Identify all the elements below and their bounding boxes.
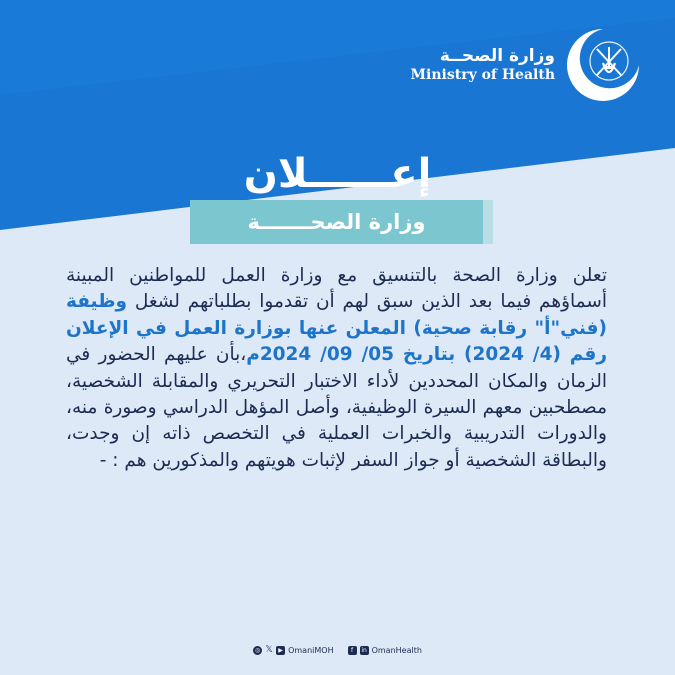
logo-name-arabic: وزارة الصحــة bbox=[439, 46, 555, 66]
social-footer bbox=[0, 646, 675, 655]
ministry-banner bbox=[190, 200, 483, 244]
body-text-intro: تعلن وزارة الصحة بالتنسيق مع وزارة العمل للمواطنين المبينة أسماؤهم فيما بعد الذين سبق لهم أن تقدموا بطلباتهم لشغل bbox=[66, 265, 607, 313]
logo-name-english: Ministry of Health bbox=[410, 67, 555, 83]
oman-emblem-icon bbox=[563, 25, 643, 105]
ministry-logo bbox=[411, 30, 643, 100]
social-handle-omanimoh[interactable]: OmaniMOH bbox=[288, 646, 334, 655]
social-group-omanhealth bbox=[348, 646, 422, 655]
facebook-icon[interactable]: f bbox=[348, 646, 357, 655]
social-group-omanimoh bbox=[253, 646, 334, 655]
x-icon[interactable]: 𝕏 bbox=[265, 645, 273, 655]
instagram-icon[interactable]: ◎ bbox=[254, 647, 261, 654]
body-text-instructions: ،بأن عليهم الحضور في الزمان والمكان المحددين لأداء الاختبار التحريري والمقابلة الشخصية، مصطحبين معهم السيرة الوظيفية، وأصل المؤهل الدراسي وصورة منه، والدورات التدريبية والخبرات العملية في التخصص ذاته إن وجدت، والبطاقة الشخصية أو جواز السفر لإثبات هويتهم والمذكورين هم : - bbox=[66, 344, 607, 471]
job-title-highlight: وظيفة (فني"أ" رقابة صحية) المعلن عنها بوزارة العمل في الإعلان رقم (4/ 2024) بتاريخ 05/ 09/ 2024م bbox=[66, 291, 608, 366]
youtube-icon[interactable]: ▶ bbox=[276, 646, 285, 655]
announcement-body bbox=[66, 263, 607, 474]
ministry-banner-text: وزارة الصحـــــــة bbox=[247, 210, 426, 234]
announcement-title: إعــــــلان bbox=[243, 151, 432, 197]
social-handle-omanhealth[interactable]: OmanHealth bbox=[371, 646, 422, 655]
logo-text bbox=[411, 46, 555, 84]
linkedin-icon[interactable]: in bbox=[361, 647, 367, 654]
